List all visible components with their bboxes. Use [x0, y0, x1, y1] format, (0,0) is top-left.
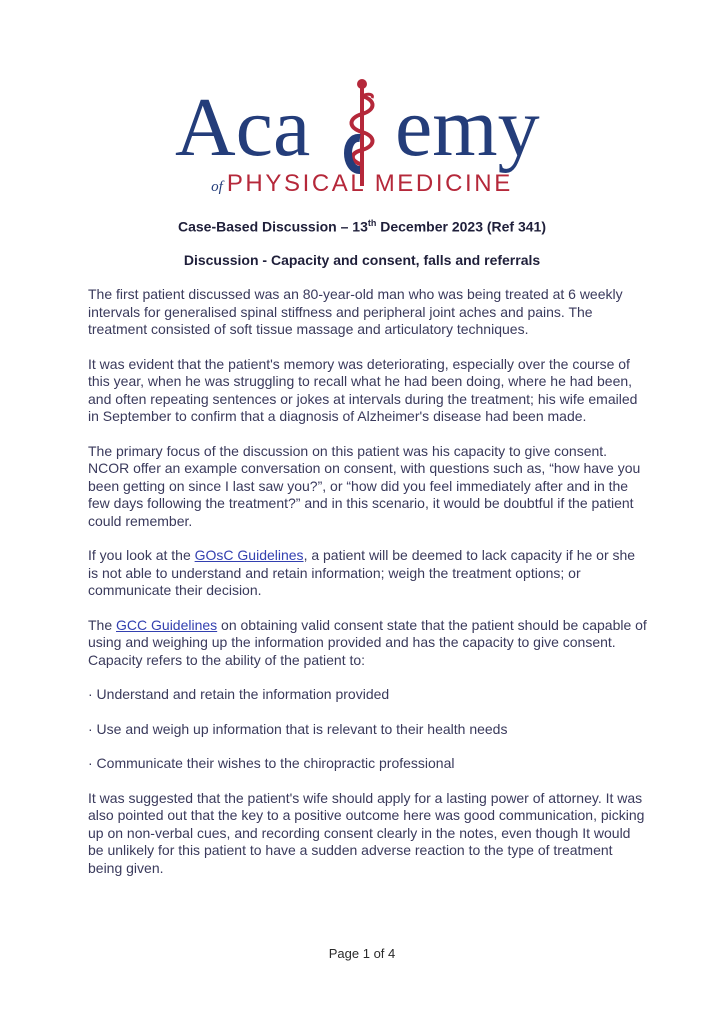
title-prefix: Case-Based Discussion – 13	[177, 218, 368, 235]
paragraph-4	[88, 547, 648, 600]
academy-logo	[0, 78, 724, 198]
paragraph-5	[88, 617, 648, 670]
title-superscript: th	[367, 218, 377, 228]
paragraph-3: The primary focus of the discussion on this patient was his capacity to give consent. NCOR offer an example conversation on consent, with questions such as, “how have you been getting on since I last saw you?”, or “how did you feel immediately after and in the few days following the treatment?” and in this scenario, it would be doubtful if the patient could remember.	[88, 442, 641, 529]
gosc-guidelines-link[interactable]: GOsC Guidelines	[194, 547, 304, 563]
p5-before: The	[88, 616, 117, 633]
paragraph-6: It was suggested that the patient's wife should apply for a lasting power of attorney. It was also pointed out that the key to a positive outcome here was good communication, picking up on non-verbal cues, and recording consent clearly in the notes, even though It would be unlikely for this patient to have a sudden adverse reaction to the type of treatment being given.	[88, 789, 645, 876]
title-suffix: December 2023 (Ref 341)	[376, 218, 547, 235]
document-title	[0, 218, 724, 235]
page-number: Page 1 of 4	[328, 946, 396, 961]
bullet-item: · Use and weigh up information that is relevant to their health needs	[88, 720, 508, 737]
logo-sub-text: PHYSICAL MEDICINE	[226, 170, 513, 197]
logo-word-part1: Aca	[175, 81, 311, 174]
p5-after: on obtaining valid consent state that the patient should be capable of using and weighing up the information provided and has the capacity to give consent. Capacity refers to the ability of the patient to:	[88, 616, 647, 668]
gcc-guidelines-link[interactable]: GCC Guidelines	[116, 616, 218, 633]
bullet-item: · Communicate their wishes to the chiropractic professional	[88, 755, 455, 771]
document-body	[88, 286, 648, 894]
p4-before: If you look at the	[88, 547, 195, 563]
paragraph-1: The first patient discussed was an 80-year-old man who was being treated at 6 weekly intervals for generalised spinal stiffness and peripheral joint aches and pains. The treatment consisted of soft tissue massage and articulatory techniques.	[88, 286, 623, 337]
logo-subtitle	[0, 170, 724, 198]
bullet-item: · Understand and retain the information provided	[88, 686, 390, 702]
discussion-subtitle: Discussion - Capacity and consent, falls and referrals	[183, 252, 541, 268]
paragraph-2: It was evident that the patient's memory was deteriorating, especially over the course of this year, when he was struggling to recall what he had been doing, where he had been, and often repeating sentences or jokes at intervals during the treatment; his wife emailed in September to confirm that a diagnosis of Alzheimer's disease had been made.	[88, 355, 638, 424]
p4-after: , a patient will be deemed to lack capacity if he or she is not able to understand and retain information; weigh the treatment options; or communicate their decision.	[88, 547, 636, 598]
logo-word-part2: emy	[395, 81, 540, 174]
logo-of: of	[211, 179, 223, 195]
